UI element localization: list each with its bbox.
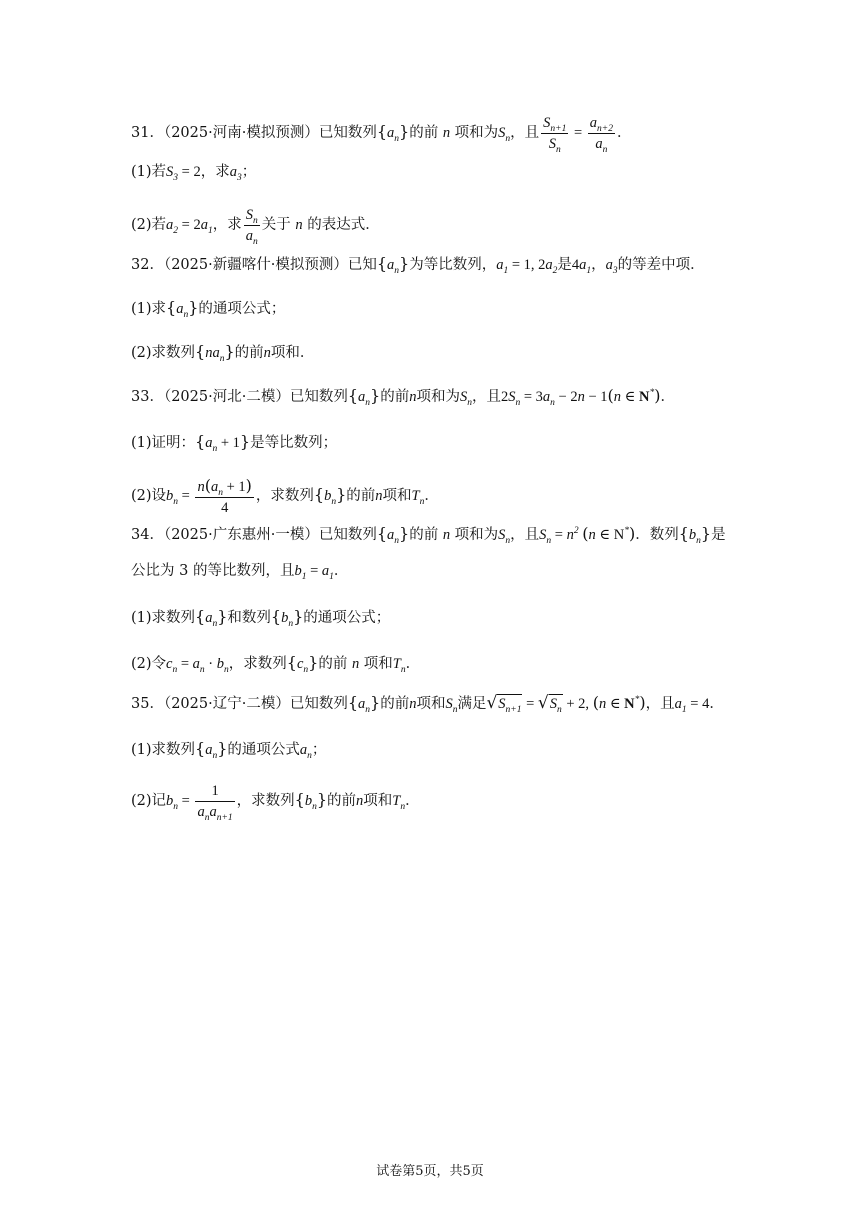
problem-35-part-1: (1)求数列$\{a_n\}$的通项公式$a_n$； bbox=[131, 739, 327, 761]
problem-source: （2025·新疆喀什·模拟预测） bbox=[163, 257, 348, 273]
problem-33-part-2: (2)设$b_n$ = $\frac{n(a_n + 1)}{4}$ ，求数列$\{b_n\}$的前n项和$T_n$． bbox=[131, 476, 439, 516]
math-expression: $S_3 = 2$ bbox=[166, 164, 201, 183]
problem-31-part-2: (2)若$a_2 = 2a_1$，求 $\frac{S_n}{a_n}$ 关于 n 的表达式． bbox=[131, 207, 380, 247]
problem-number: 32． bbox=[131, 257, 164, 273]
math-expression: $c_n = a_n \cdot b_n$ bbox=[166, 656, 229, 675]
math-expression: $√S_{n+1} = √S_n + 2$, (n ∈ N*) bbox=[486, 693, 646, 715]
problem-33-part-1: (1)证明：$\{a_n + 1\}$是等比数列； bbox=[131, 432, 338, 454]
math-expression: $a_1 = 1$, $2a_2$ bbox=[496, 257, 558, 276]
math-expression: $a_2 = 2a_1$ bbox=[166, 216, 213, 236]
problem-number: 34． bbox=[131, 527, 164, 543]
problem-source: （2025·河南·模拟预测） bbox=[163, 124, 319, 141]
page-footer: 试卷第5页，共5页 bbox=[376, 1164, 484, 1179]
math-expression: $2S_n = 3a_n - 2n - 1(n$ ∈ N*) bbox=[500, 386, 661, 408]
problem-source: （2025·河北·二模） bbox=[163, 389, 290, 405]
problem-32-stem: 32．（2025·新疆喀什·模拟预测）已知$\{a_n\}$为等比数列，$a_1 = 1$, $2a_2$是$4a_1$，$a_3$的等差中项． bbox=[131, 254, 705, 276]
problem-35-part-2: (2)记$b_n$ = $\frac{1}{a_na_{n+1}}$ ，求数列$\{b_n\}$的前n项和$T_n$． bbox=[131, 783, 420, 823]
problem-number: 35． bbox=[131, 696, 164, 712]
math-expression: $\{a_n\}$ bbox=[376, 121, 410, 144]
problem-31-part-1: (1)若$S_3 = 2$，求$a_3$； bbox=[131, 164, 257, 183]
problem-source: （2025·广东惠州·一模） bbox=[163, 527, 319, 543]
problem-31-stem: 31．（2025·河南·模拟预测）已知数列$\{a_n\}$的前 n 项和为$S_n$，且 $\frac{S_{n+1}}{S_n}$ = $\frac{a_{n+2}}{a_n}$ ． bbox=[131, 115, 632, 155]
problem-33-stem: 33．（2025·河北·二模）已知数列$\{a_n\}$的前n项和为$S_n$，且$2S_n = 3a_n - 2n - 1(n$ ∈ N*)． bbox=[131, 386, 675, 408]
problem-32-part-2: (2)求数列$\{na_n\}$的前n项和． bbox=[131, 342, 315, 364]
math-fraction: $\frac{S_n}{a_n}$ bbox=[245, 207, 258, 247]
problem-35-stem: 35．（2025·辽宁·二模）已知数列$\{a_n\}$的前n项和$S_n$满足$√S_{n+1} = √S_n + 2$, (n ∈ N*)，且$a_1 = 4$． bbox=[131, 693, 724, 715]
problem-34-part-1: (1)求数列$\{a_n\}$和数列$\{b_n\}$的通项公式； bbox=[131, 607, 391, 629]
problem-32-part-1: (1)求$\{a_n\}$的通项公式； bbox=[131, 298, 286, 320]
problem-number: 31． bbox=[131, 124, 164, 141]
problem-number: 33． bbox=[131, 389, 164, 405]
math-fraction: $b_n$ = $\frac{1}{a_na_{n+1}}$ bbox=[166, 783, 233, 823]
problem-34-stem-line-2: 公比为 3 的等比数列，且$b_1 = a_1$． bbox=[131, 563, 349, 582]
problem-source: （2025·辽宁·二模） bbox=[163, 696, 290, 712]
problem-34-part-2: (2)令$c_n = a_n \cdot b_n$，求数列$\{c_n\}$的前 n 项和$T_n$． bbox=[131, 653, 421, 675]
math-fraction: $\frac{S_{n+1}}{S_n}$ = $\frac{a_{n+2}}{a_n}$ bbox=[543, 115, 613, 155]
math-fraction: $b_n$ = $\frac{n(a_n + 1)}{4}$ bbox=[166, 476, 252, 516]
problem-34-stem: 34．（2025·广东惠州·一模）已知数列$\{a_n\}$的前 n 项和为$S_n$，且$S_n = n^2$ (n ∈ N*)．数列$\{b_n\}$是 bbox=[131, 524, 726, 546]
math-expression: $S_n = n^2$ (n ∈ N*) bbox=[539, 524, 636, 546]
